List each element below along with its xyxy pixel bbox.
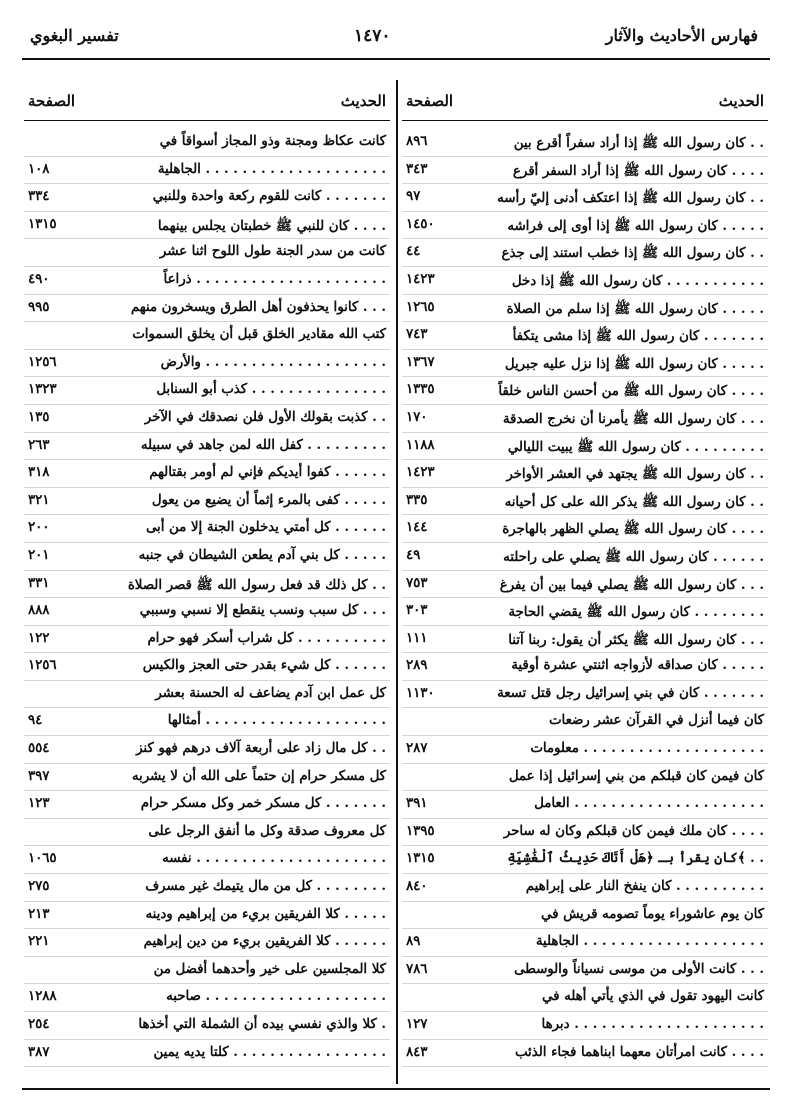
page-ref: ١٠٦٥ (28, 851, 57, 867)
hadith-text: كان رسول الله ﷺ يقضي الحاجة . . . . . . . . (508, 605, 764, 621)
index-entry (402, 791, 768, 819)
hadith-text: كل شراب أسكر فهو حرام . . . . . . . . . . (147, 630, 386, 646)
hadith-text: كلتا يديه يمين . . . . . . . . . . . . . . . . . (153, 1044, 386, 1060)
index-entry (24, 377, 390, 405)
page-ref: ٧٨٦ (406, 961, 428, 977)
index-entry (24, 984, 390, 1012)
page-ref: ٢٠١ (28, 547, 50, 563)
index-entry (402, 819, 768, 847)
hadith-text: كل بني آدم يطعن الشيطان في جنبه . . . . . (138, 547, 386, 563)
hadith-text: كلا والذي نفسي بيده أن الشملة التي أخذها . (138, 1017, 386, 1032)
index-entry (402, 708, 768, 736)
index-entry (402, 957, 768, 985)
hadith-text: كانت من سدر الجنة طول اللوح اثنا عشر (159, 244, 386, 260)
page-ref: ٩٧ (406, 189, 421, 205)
index-entry (402, 267, 768, 295)
hadith-text: كان للنبي ﷺ خطبتان يجلس بينهما . . . . (157, 218, 386, 234)
hadith-text: كان فيمن كان قبلكم من بني إسرائيل إذا عمل (508, 768, 764, 784)
page-ref: ٨٩ (406, 934, 421, 950)
index-entry (402, 129, 768, 157)
page-ref: ٢٥٤ (28, 1017, 50, 1032)
hadith-text: دبرها . . . . . . . . . . . . . . . . . . . . . (541, 1017, 764, 1032)
index-entry (402, 764, 768, 792)
footer-rule (22, 1088, 770, 1090)
page-ref: ١٢٢ (28, 630, 50, 646)
page-number: ١٤٧٠ (354, 26, 391, 46)
page-ref: ٢١٣ (28, 906, 50, 922)
page-ref: ١٤٢٣ (406, 271, 435, 287)
hadith-text: كل ذلك قد فعل رسول الله ﷺ قصر الصلاة . . (127, 577, 386, 593)
page-ref: ١٣٢٣ (28, 382, 57, 398)
page-column-label: الصفحة (406, 92, 454, 110)
hadith-text: كل مال زاد على أربعة آلاف درهم فهو كنز . . (136, 741, 386, 757)
index-entry (24, 957, 390, 985)
index-entry (402, 653, 768, 681)
index-entry (24, 791, 390, 819)
page-ref: ٢٢١ (28, 934, 50, 950)
hadith-text: معلومات . . . . . . . . . . . . . . . . . . . . (530, 741, 764, 757)
hadith-text: كل مسكر خمر وكل مسكر حرام . . . . . . . (140, 796, 386, 812)
hadith-text: كل سبب ونسب ينقطع إلا نسبي وسببي . . . (139, 603, 386, 619)
page-ref: ٣٤٣ (406, 161, 428, 177)
index-entry (402, 543, 768, 571)
page-ref: ٩٤ (28, 713, 43, 729)
page-ref: ٤٩ (406, 547, 421, 563)
hadith-text: كان ينفخ النار على إبراهيم . . . . . . . . . . (525, 879, 764, 895)
page-ref: ٣٣٥ (406, 492, 428, 508)
hadith-text: كانت عكاظ ومجنة وذو المجاز أسواقاً في (159, 134, 386, 149)
hadith-text: كان رسول الله ﷺ إذا أراد سفراً أقرع بين . . (513, 136, 764, 151)
index-entry (402, 626, 768, 654)
index-entry (24, 239, 390, 267)
index-entry (402, 488, 768, 516)
index-entry (24, 846, 390, 874)
index-entry (24, 184, 390, 212)
page-ref: ١٤٥٠ (406, 216, 435, 232)
hadith-text: كانت اليهود تقول في الذي يأتي أهله في (542, 989, 764, 1005)
hadith-text: كان رسول الله ﷺ يأمرنا أن نخرج الصدقة . . . (502, 411, 764, 427)
page-ref: ١٣١٥ (28, 216, 57, 232)
page-ref: ٩٩٥ (28, 299, 50, 315)
hadith-text: نفسه . . . . . . . . . . . . . . . . . . . . . (162, 851, 386, 867)
hadith-text: كل معروف صدقة وكل ما أنفق الرجل على (148, 823, 386, 839)
hadith-text: كل مسكر حرام إن حتماً على الله أن لا يشربه (131, 768, 386, 784)
hadith-text: كان رسول الله ﷺ إذا نزل عليه جبريل . . . . . (504, 356, 764, 372)
page-ref: ٧٥٣ (406, 575, 428, 591)
entry-list (24, 121, 390, 1067)
hadith-text: كل عمل ابن آدم يضاعف له الحسنة بعشر (155, 685, 386, 701)
index-entry (402, 377, 768, 405)
hadith-text: كانوا يحذفون أهل الطرق ويسخرون منهم . . . (130, 299, 386, 315)
hadith-text: كان رسول الله ﷺ إذا أوى إلى فراشه . . . . . (507, 218, 764, 234)
index-entry (24, 267, 390, 295)
index-entry (402, 405, 768, 433)
hadith-text: كفوا أيديكم فإني لم أومر بقتالهم . . . . . . (149, 465, 386, 481)
page-ref: ٣٨٧ (28, 1044, 50, 1060)
page-ref: ٨٨٨ (28, 603, 50, 619)
page-ref: ٤٩٠ (28, 271, 50, 287)
index-entry (402, 184, 768, 212)
hadith-text: كل من مال يتيمك غير مسرف . . . . . . . . (145, 879, 386, 895)
page-ref: ١٢٨٨ (28, 989, 57, 1005)
hadith-text: كان رسول الله ﷺ إذا دخل . . . . . . . . . . . (511, 273, 764, 289)
hadith-column-label: الحديث (718, 92, 764, 110)
index-entry (24, 929, 390, 957)
page-ref: ١١٨٨ (406, 437, 435, 453)
hadith-text: كفل الله لمن جاهد في سبيله . . . . . . . . . (140, 437, 386, 453)
hadith-text: كذبت بقولك الأول فلن نصدقك في الآخر . . (144, 409, 386, 425)
index-entry (24, 736, 390, 764)
index-entry (402, 902, 768, 930)
index-entry (24, 322, 390, 350)
index-entry (402, 212, 768, 240)
hadith-column-label: الحديث (340, 92, 386, 110)
index-entry (402, 1040, 768, 1068)
hadith-text: كان يوم عاشوراء يوماً تصومه قريش في (541, 906, 764, 922)
page-ref: ٤٤ (406, 244, 421, 260)
index-entry (24, 681, 390, 709)
page-ref: ٣٩٧ (28, 768, 50, 784)
index-entry (402, 846, 768, 874)
hadith-text: أمثالها . . . . . . . . . . . . . . . . . . . . (167, 713, 386, 729)
page-ref: ١٢٦٥ (406, 299, 435, 315)
index-entry (402, 239, 768, 267)
index-entry (24, 405, 390, 433)
hadith-text: كلا الفريقين بريء من إبراهيم ودينه . . . . . (145, 906, 386, 922)
hadith-text: صاحبه . . . . . . . . . . . . . . . . . . . . (166, 989, 386, 1005)
hadith-text: كذب أبو السنابل . . . . . . . . . . . . . . . (156, 382, 386, 398)
hadith-text: كان رسول الله ﷺ إذا خطب استند إلى جذع . . (501, 246, 764, 262)
index-entry (24, 157, 390, 185)
index-entry (24, 653, 390, 681)
page-ref: ١٣١٥ (406, 851, 435, 867)
hadith-text: كان رسول الله ﷺ يذكر الله على كل أحيانه . . (504, 494, 764, 510)
page-ref: ١٢٣ (28, 796, 50, 812)
hadith-text: كلا الفريقين بريء من دين إبراهيم . . . . . . (143, 934, 386, 950)
book-title: تفسير البغوي (30, 26, 119, 45)
hadith-text: كان في بني إسرائيل رجل قتل تسعة . . . . . . . (497, 685, 764, 701)
hadith-text: كتب الله مقادير الخلق قبل أن يخلق السموات (132, 327, 386, 343)
index-entry (24, 350, 390, 378)
index-entry (24, 129, 390, 157)
index-entry (24, 874, 390, 902)
page-ref: ١٢٥٦ (28, 658, 57, 674)
page-ref: ٢٧٥ (28, 879, 50, 895)
hadith-text: كل شيء بقدر حتى العجز والكيس . . . . . . (142, 658, 386, 674)
right-column (402, 86, 768, 1067)
index-entry (24, 1040, 390, 1068)
index-entry (402, 929, 768, 957)
page-ref: ٣٣١ (28, 575, 50, 591)
hadith-text: كان صداقه لأزواجه اثنتي عشرة أوقية . . . . . (511, 658, 764, 674)
hadith-text: كان رسول الله ﷺ إذا سلم من الصلاة . . . . . (506, 301, 764, 317)
left-column (24, 86, 390, 1067)
column-header (24, 86, 390, 121)
page-ref: ٧٤٣ (406, 327, 428, 343)
page-ref: ١٤٢٣ (406, 465, 435, 481)
hadith-text: كان رسول الله ﷺ يصلي على راحلته . . . . . . (503, 549, 764, 565)
page-ref: ١٢٧ (406, 1017, 428, 1032)
page-ref: ١٣٦٧ (406, 354, 435, 370)
index-entry (24, 515, 390, 543)
hadith-text: كانت امرأتان معهما ابناهما فجاء الذئب . . . . (514, 1044, 764, 1060)
hadith-text: كان رسول الله ﷺ من أحسن الناس خلقاً . . . . (498, 384, 764, 400)
page-ref: ٣٩١ (406, 796, 428, 812)
page-ref: ١٣٩٥ (406, 823, 435, 839)
hadith-text: كلا المجلسين على خير وأحدهما أفضل من (153, 961, 386, 977)
hadith-text: كان رسول الله ﷺ إذا مشى يتكفأ . . . . . . . (512, 329, 764, 345)
hadith-text: كان رسول الله ﷺ يصلي الظهر بالهاجرة . . . . (502, 522, 764, 538)
hadith-text: كفى بالمرء إثماً أن يضيع من يعول . . . . . (151, 492, 386, 508)
page-ref: ٣٣٤ (28, 189, 50, 205)
hadith-text: كان رسول الله ﷺ إذا أراد السفر أقرع . . . . (512, 163, 764, 179)
hadith-text: كان يقرأ بـ ﴿هَلْ أَتَاكَ حَدِيثُ ٱلْغَٰشِيَةِ﴾ . . (507, 851, 764, 867)
index-entry (402, 157, 768, 185)
page-ref: ٢٠٠ (28, 520, 50, 536)
index-entry (402, 1012, 768, 1040)
index-entry (402, 460, 768, 488)
column-divider (396, 80, 398, 1084)
index-entry (402, 515, 768, 543)
hadith-text: كان ملك فيمن كان قبلكم وكان له ساحر . . . . (503, 823, 764, 839)
page-ref: ٣٢١ (28, 492, 50, 508)
page-ref: ٨٩٦ (406, 134, 428, 149)
hadith-text: كانت الأولى من موسى نسياناً والوسطى . . . (514, 961, 764, 977)
index-entry (24, 488, 390, 516)
index-entry (24, 433, 390, 461)
index-entry (24, 212, 390, 240)
hadith-text: كان فيما أنزل في القرآن عشر رضعات (549, 713, 764, 729)
page-ref: ٣١٨ (28, 465, 50, 481)
column-header (402, 86, 768, 121)
index-entry (402, 350, 768, 378)
hadith-text: كان رسول الله ﷺ إذا اعتكف أدنى إليّ رأسه . . (497, 191, 764, 207)
index-entry (24, 708, 390, 736)
page-ref: ١٣٣٥ (406, 382, 435, 398)
hadith-text: كان رسول الله ﷺ يجتهد في العشر الأواخر . . (506, 467, 764, 483)
page-ref: ١٢٥٦ (28, 354, 57, 370)
page-ref: ٢٦٣ (28, 437, 50, 453)
index-entry (402, 984, 768, 1012)
page-column-label: الصفحة (28, 92, 76, 110)
page-ref: ٢٨٩ (406, 658, 428, 674)
hadith-text: كان رسول الله ﷺ يبيت الليالي . . . . . . . . . (507, 439, 764, 455)
index-entry (24, 819, 390, 847)
index-entry (24, 571, 390, 599)
index-entry (402, 322, 768, 350)
index-entry (24, 626, 390, 654)
header-rule (22, 58, 770, 60)
page-ref: ٢٨٧ (406, 741, 428, 757)
index-entry (24, 1012, 390, 1040)
hadith-text: ذراعاً . . . . . . . . . . . . . . . . . . . . . (163, 271, 386, 287)
entry-list (402, 121, 768, 1067)
index-entry (402, 681, 768, 709)
index-entry (402, 874, 768, 902)
hadith-text: كان رسول الله ﷺ يكثر أن يقول: ربنا آتنا . . . (508, 632, 764, 648)
index-entry (402, 598, 768, 626)
page-ref: ٨٤٣ (406, 1044, 428, 1060)
hadith-text: كانت للقوم ركعة واحدة وللنبي . . . . . . . (152, 189, 386, 205)
page-ref: ٨٤٠ (406, 879, 428, 895)
hadith-text: الجاهلية . . . . . . . . . . . . . . . . . . . . (535, 934, 764, 950)
section-title: فهارس الأحاديث والآثار (605, 26, 758, 45)
index-entry (24, 543, 390, 571)
index-entry (24, 598, 390, 626)
index-entry (24, 764, 390, 792)
index-entry (24, 902, 390, 930)
index-entry (24, 295, 390, 323)
index-entry (402, 433, 768, 461)
hadith-text: كل أمتي يدخلون الجنة إلا من أبى . . . . . . (145, 520, 386, 536)
hadith-text: العامل . . . . . . . . . . . . . . . . . . . . . (534, 796, 764, 812)
page-ref: ١٧٠ (406, 409, 428, 425)
page-ref: ٣٠٣ (406, 603, 428, 619)
index-entry (402, 736, 768, 764)
hadith-text: والأرض . . . . . . . . . . . . . . . . . . . . (160, 354, 386, 370)
hadith-text: الجاهلية . . . . . . . . . . . . . . . . . . . . (157, 161, 386, 177)
page-ref: ٥٥٤ (28, 741, 50, 757)
page-ref: ١٣٥ (28, 409, 50, 425)
index-entry (402, 571, 768, 599)
index-entry (24, 460, 390, 488)
page-ref: ١٠٨ (28, 161, 50, 177)
index-entry (402, 295, 768, 323)
page-ref: ١١١ (406, 630, 428, 646)
page-ref: ١١٣٠ (406, 685, 435, 701)
hadith-text: كان رسول الله ﷺ يصلي فيما بين أن يفرغ . . . (499, 577, 764, 593)
page-ref: ١٤٤ (406, 520, 428, 536)
